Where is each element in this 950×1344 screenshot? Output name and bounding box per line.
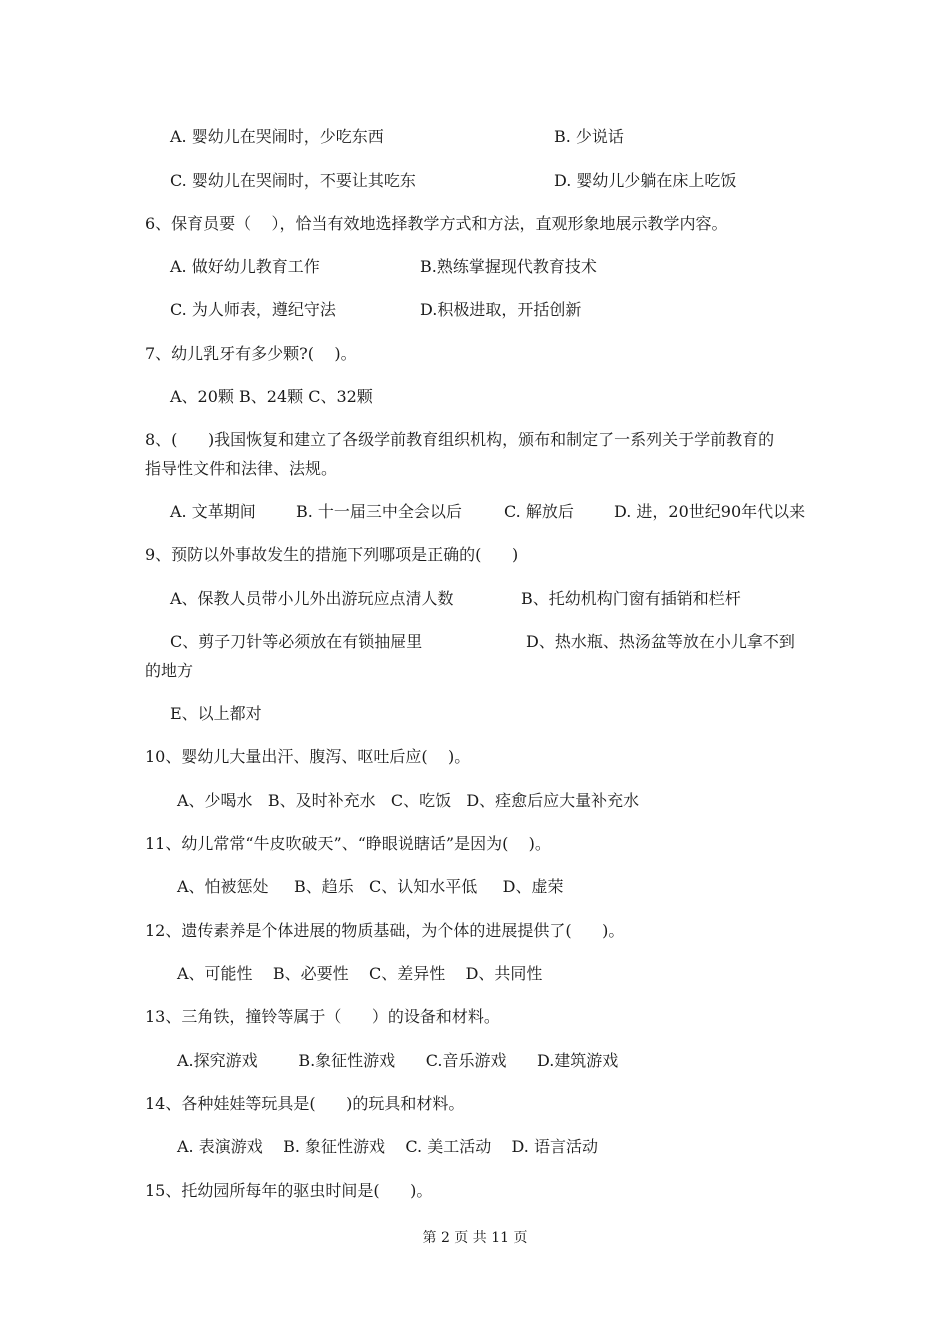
q8-stem-line1: 8、( )我国恢复和建立了各级学前教育组织机构，颁布和制定了一系列关于学前教育的: [145, 430, 775, 449]
q5-option-d: D. 婴幼儿少躺在床上吃饭: [554, 171, 737, 190]
q9-option-d: D、热水瓶、热汤盆等放在小儿拿不到: [526, 632, 795, 651]
q14-stem: 14、各种娃娃等玩具是( )的玩具和材料。: [145, 1094, 465, 1113]
page-number-footer: 第 2 页 共 11 页: [422, 1230, 528, 1246]
q13-stem: 13、三角铁，撞铃等属于（ ）的设备和材料。: [145, 1007, 500, 1026]
q10-options: A、少喝水 B、及时补充水 C、吃饭 D、痊愈后应大量补充水: [177, 791, 640, 810]
q6-option-d: D.积极进取，开括创新: [420, 300, 582, 319]
q9-option-a: A、保教人员带小儿外出游玩应点清人数: [170, 589, 454, 608]
q15-stem: 15、托幼园所每年的驱虫时间是( )。: [145, 1181, 433, 1200]
q9-option-d-continued: 的地方: [145, 661, 194, 680]
q7-options: A、20颗 B、24颗 C、32颗: [170, 387, 373, 406]
q8-option-a: A. 文革期间: [170, 502, 256, 521]
q10-stem: 10、婴幼儿大量出汗、腹泻、呕吐后应( )。: [145, 747, 471, 766]
q6-option-a: A. 做好幼儿教育工作: [170, 257, 320, 276]
q13-options: A.探究游戏 B.象征性游戏 C.音乐游戏 D.建筑游戏: [177, 1051, 619, 1070]
q5-option-c: C. 婴幼儿在哭闹时，不要让其吃东: [170, 171, 416, 190]
q9-stem: 9、预防以外事故发生的措施下列哪项是正确的( ): [145, 545, 519, 564]
q5-option-a: A. 婴幼儿在哭闹时，少吃东西: [170, 127, 384, 146]
q6-option-c: C. 为人师表，遵纪守法: [170, 300, 336, 319]
q9-option-c: C、剪子刀针等必须放在有锁抽屉里: [170, 632, 423, 651]
q8-stem-line2: 指导性文件和法律、法规。: [145, 459, 338, 478]
q7-stem: 7、幼儿乳牙有多少颗?( )。: [145, 344, 357, 363]
q5-option-b: B. 少说话: [554, 127, 624, 146]
q14-options: A. 表演游戏 B. 象征性游戏 C. 美工活动 D. 语言活动: [177, 1137, 598, 1156]
q9-option-e: E、以上都对: [170, 704, 262, 723]
q6-option-b: B.熟练掌握现代教育技术: [420, 257, 597, 276]
q9-option-b: B、托幼机构门窗有插销和栏杆: [521, 589, 741, 608]
q11-stem: 11、幼儿常常“牛皮吹破天”、“睁眼说瞎话”是因为( )。: [145, 834, 551, 853]
q8-option-c: C. 解放后: [504, 502, 574, 521]
q12-stem: 12、遗传素养是个体进展的物质基础，为个体的进展提供了( )。: [145, 921, 625, 940]
q6-stem: 6、保育员要（ ），恰当有效地选择教学方式和方法，直观形象地展示教学内容。: [145, 214, 728, 233]
q8-option-d: D. 进，20世纪90年代以来: [614, 502, 806, 521]
q11-options: A、怕被惩处 B、趋乐 C、认知水平低 D、虚荣: [177, 877, 564, 896]
q8-option-b: B. 十一届三中全会以后: [296, 502, 462, 521]
q12-options: A、可能性 B、必要性 C、差异性 D、共同性: [177, 964, 543, 983]
